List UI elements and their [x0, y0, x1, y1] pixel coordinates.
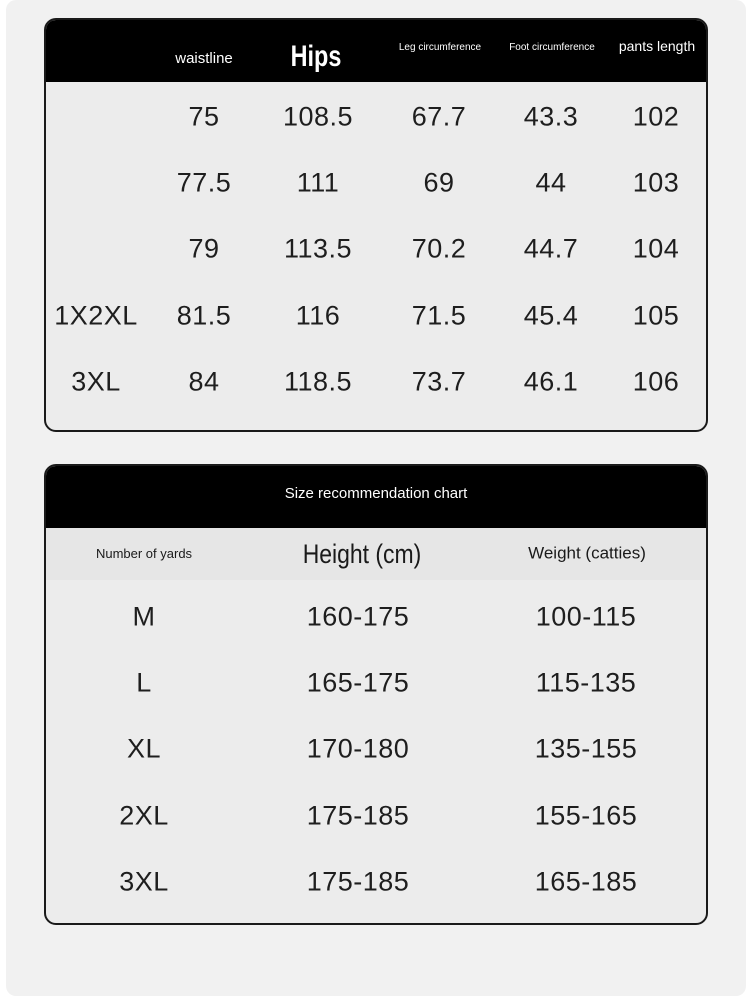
cell-waist: 75 — [188, 101, 220, 132]
table-row — [46, 349, 706, 415]
header-number-of-yards: Number of yards — [95, 546, 193, 562]
cell-foot: 44.7 — [523, 233, 579, 264]
cell-size: M — [132, 601, 156, 632]
cell-weight: 115-135 — [535, 667, 637, 698]
cell-weight: 155-165 — [534, 800, 638, 831]
cell-size: 1X2XL — [54, 300, 138, 331]
table-row — [46, 584, 706, 650]
cell-leg: 69 — [423, 167, 455, 198]
size-recommendation-table — [44, 464, 708, 925]
cell-leg: 73.7 — [411, 366, 467, 397]
cell-hips: 108.5 — [282, 101, 354, 132]
cell-hips: 113.5 — [283, 233, 353, 264]
header-hips: Hips — [290, 40, 342, 73]
cell-foot: 44 — [535, 167, 567, 198]
table-row — [46, 84, 706, 150]
cell-pants: 105 — [632, 300, 680, 331]
table-row — [46, 716, 706, 782]
cell-waist: 81.5 — [176, 300, 232, 331]
cell-pants: 103 — [632, 167, 680, 198]
measurement-table — [44, 18, 708, 432]
header-height: Height (cm) — [302, 538, 422, 569]
cell-waist: 79 — [188, 233, 220, 264]
cell-height: 175-185 — [306, 866, 410, 897]
cell-leg: 71.5 — [411, 300, 467, 331]
header-weight: Weight (catties) — [528, 543, 646, 563]
cell-size: XL — [126, 733, 162, 764]
cell-weight: 165-185 — [534, 866, 638, 897]
cell-foot: 45.4 — [523, 300, 579, 331]
cell-hips: 116 — [295, 300, 341, 331]
header-foot-circumference: Foot circumference — [509, 42, 595, 53]
cell-waist: 77.5 — [176, 167, 232, 198]
cell-waist: 84 — [188, 366, 220, 397]
recommendation-title: Size recommendation chart — [284, 485, 468, 502]
cell-hips: 118.5 — [283, 366, 353, 397]
table-row — [46, 283, 706, 349]
table-row — [46, 783, 706, 849]
cell-leg: 70.2 — [411, 233, 467, 264]
cell-weight: 135-155 — [534, 733, 638, 764]
header-waistline: waistline — [175, 50, 233, 67]
cell-pants: 104 — [632, 233, 680, 264]
cell-pants: 106 — [632, 366, 680, 397]
cell-height: 170-180 — [306, 733, 410, 764]
cell-size: L — [136, 667, 152, 698]
cell-height: 175-185 — [306, 800, 410, 831]
cell-size: 2XL — [119, 800, 169, 831]
table-row — [46, 216, 706, 282]
table-row — [46, 650, 706, 716]
cell-size: 3XL — [119, 866, 169, 897]
cell-hips: 111 — [296, 167, 340, 198]
header-leg-circumference: Leg circumference — [398, 42, 482, 53]
table-row — [46, 150, 706, 216]
cell-leg: 67.7 — [411, 101, 467, 132]
cell-size: 3XL — [71, 366, 121, 397]
recommendation-header — [46, 466, 706, 528]
recommendation-column-headers — [46, 528, 706, 580]
cell-foot: 43.3 — [523, 101, 579, 132]
cell-height: 165-175 — [306, 667, 410, 698]
cell-pants: 102 — [632, 101, 680, 132]
measurement-header — [46, 20, 706, 82]
cell-weight: 100-115 — [535, 601, 637, 632]
table-row — [46, 849, 706, 915]
cell-height: 160-175 — [306, 601, 410, 632]
cell-foot: 46.1 — [523, 366, 579, 397]
header-pants-length: pants length — [618, 38, 696, 54]
